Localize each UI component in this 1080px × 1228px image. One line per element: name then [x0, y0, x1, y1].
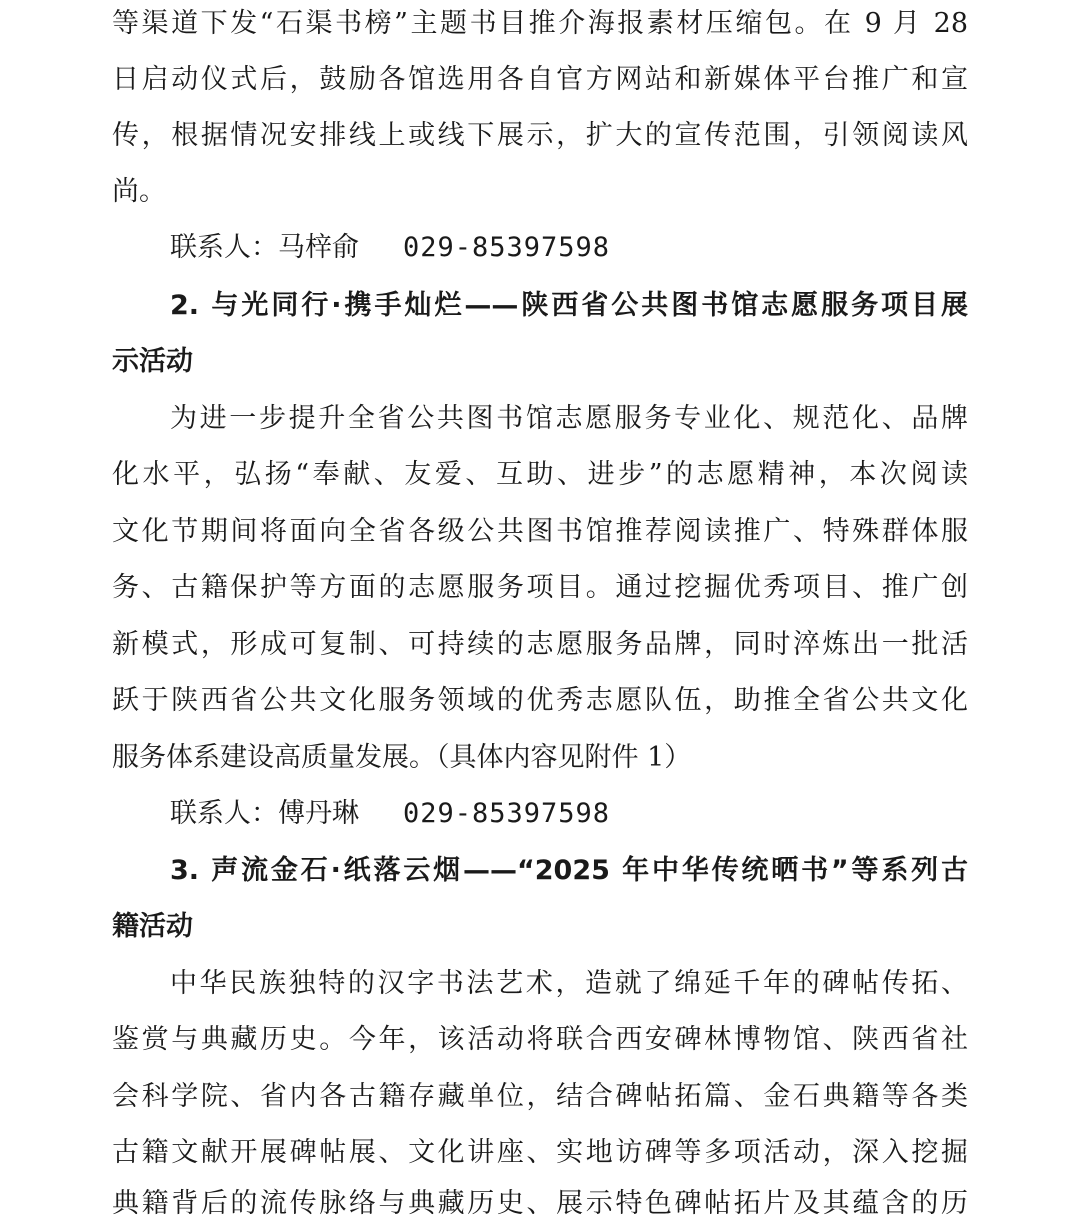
- paragraph-line: 新模式，形成可复制、可持续的志愿服务品牌，同时淬炼出一批活: [112, 629, 968, 660]
- section-heading: 示活动: [112, 346, 193, 377]
- section-heading: 籍活动: [112, 911, 193, 942]
- paragraph-line: 等渠道下发“石渠书榜”主题书目推介海报素材压缩包。在 9 月 28: [112, 8, 968, 39]
- paragraph-line: 化水平，弘扬“奉献、友爱、互助、进步”的志愿精神，本次阅读: [112, 459, 968, 490]
- paragraph-line: 典籍背后的流传脉络与典藏历史、展示特色碑帖拓片及其蕴含的历: [112, 1188, 968, 1219]
- paragraph-line: 古籍文献开展碑帖展、文化讲座、实地访碑等多项活动，深入挖掘: [112, 1137, 968, 1168]
- paragraph-line: 服务体系建设高质量发展。（具体内容见附件 1）: [112, 742, 692, 773]
- section-heading: 3. 声流金石·纸落云烟——“2025 年中华传统晒书”等系列古: [170, 855, 968, 886]
- paragraph-line: 会科学院、省内各古籍存藏单位，结合碑帖拓篇、金石典籍等各类: [112, 1081, 968, 1112]
- paragraph-line: 日启动仪式后，鼓励各馆选用各自官方网站和新媒体平台推广和宣: [112, 64, 968, 95]
- section-heading: 2. 与光同行·携手灿烂——陕西省公共图书馆志愿服务项目展: [170, 290, 968, 321]
- contact-label: 联系人：马梓俞: [170, 232, 359, 263]
- contact-line: [170, 224, 968, 272]
- paragraph-line: 传，根据情况安排线上或线下展示，扩大的宣传范围，引领阅读风: [112, 120, 968, 151]
- paragraph-line: 鉴赏与典藏历史。今年，该活动将联合西安碑林博物馆、陕西省社: [112, 1024, 968, 1055]
- paragraph-line: 跃于陕西省公共文化服务领域的优秀志愿队伍，助推全省公共文化: [112, 685, 968, 716]
- paragraph-line: 务、古籍保护等方面的志愿服务项目。通过挖掘优秀项目、推广创: [112, 572, 968, 603]
- contact-label: 联系人：傅丹琳: [170, 798, 359, 829]
- paragraph-line: 尚。: [112, 176, 166, 207]
- paragraph-line: 为进一步提升全省公共图书馆志愿服务专业化、规范化、品牌: [170, 403, 968, 434]
- paragraph-line: 中华民族独特的汉字书法艺术，造就了绵延千年的碑帖传拓、: [170, 968, 968, 999]
- paragraph-line: 文化节期间将面向全省各级公共图书馆推荐阅读推广、特殊群体服: [112, 516, 968, 547]
- contact-line: [170, 790, 968, 838]
- contact-phone: 029-85397598: [403, 798, 611, 829]
- contact-phone: 029-85397598: [403, 232, 611, 263]
